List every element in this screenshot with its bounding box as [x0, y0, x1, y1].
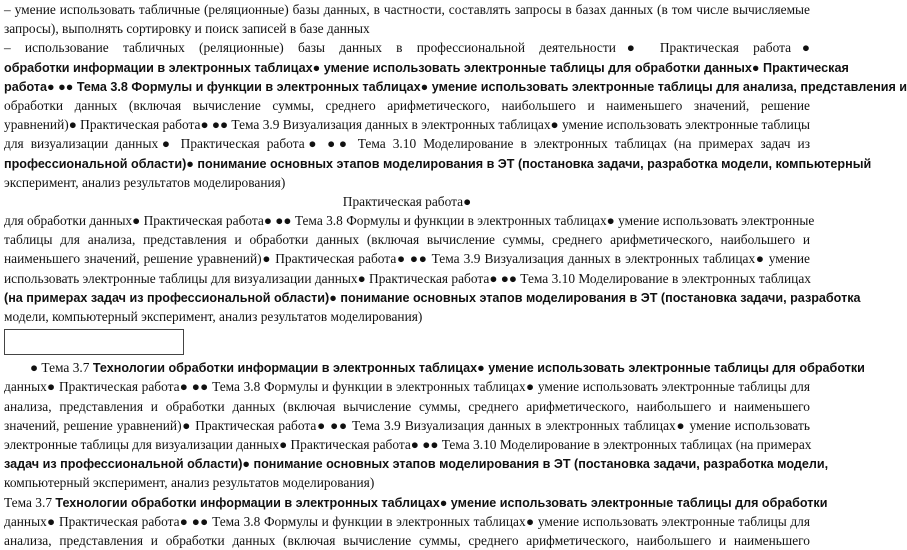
text-line: – умение использовать табличные (реляционные) базы данных, в частности, составлять запросы в базах данных (в том числе вычисляемые [4, 2, 810, 17]
bold-text: обработки информации в электронных таблицах● умение использовать электронные таблицы для обработки данных● Практическая [4, 60, 849, 75]
text-line: – использование табличных (реляционные) базы данных в профессиональной деятельности● Практическая работа● [4, 40, 810, 56]
bold-text: профессиональной области)● понимание основных этапов моделирования в ЭТ (постановка задачи, разработка модели, компьютерный [4, 156, 872, 171]
text-line: запросы), выполнять сортировку и поиск записей в базе данных [4, 21, 370, 37]
bold-text: Технологии обработки информации в электронных таблицах● умение использовать электронные таблицы для обработки [92, 361, 865, 376]
text-line [4, 493, 828, 512]
text-line: Практическая работа● [342, 193, 472, 209]
text-line: значений, решение уравнений)● Практическая работа● ●● Тема 3.9 Визуализация данных в электронных таблицах● умение использовать [4, 417, 810, 433]
text-line: эксперимент, анализ результатов моделирования) [4, 174, 286, 190]
text-line: компьютерный эксперимент, анализ результатов моделирования) [4, 475, 375, 491]
bold-text: задач из профессиональной области)● понимание основных этапов моделирования в ЭТ (постановка задачи, разработка модели, [4, 457, 829, 472]
topic-prefix: Тема 3.7 [4, 494, 56, 510]
text-line: использовать электронные таблицы для визуализации данных● Практическая работа● ●● Тема 3.10 Моделирование в электронных таблицах [4, 270, 811, 286]
text-line: модели, компьютерный эксперимент, анализ результатов моделирования) [4, 309, 423, 324]
document-body [4, 0, 907, 550]
text-line: анализа, представления и обработки данных (включая вычисление суммы, среднего арифметического, наибольшего и наименьшего [4, 532, 810, 548]
text-line: уравнений)● Практическая работа● ●● Тема 3.9 Визуализация данных в электронных таблицах● умение использовать электронные таблицы [4, 117, 810, 133]
text-line: обработки данных (включая вычисление суммы, среднего арифметического, наибольшего и наименьшего значений, решение [4, 97, 810, 113]
text-line [4, 77, 907, 96]
text-line [4, 288, 861, 307]
bold-text: работа● ●● Тема 3.8 Формулы и функции в электронных таблицах● умение использовать электронные таблицы для анализа, представления и [4, 79, 907, 94]
text-line: для визуализации данных● Практическая работа● ●● Тема 3.10 Моделирование в электронных таблицах (на примерах задач из [4, 136, 810, 152]
empty-text-box [4, 329, 184, 355]
text-line: данных● Практическая работа● ●● Тема 3.8 Формулы и функции в электронных таблицах● умение использовать электронные таблицы для [4, 513, 810, 529]
text-line: анализа, представления и обработки данных (включая вычисление суммы, среднего арифметического, наибольшего и наименьшего [4, 398, 810, 414]
text-line [4, 358, 865, 377]
bold-text: Технологии обработки информации в электронных таблицах● умение использовать электронные таблицы для обработки [55, 495, 828, 510]
text-line [4, 454, 829, 473]
text-line: электронные таблицы для визуализации данных● Практическая работа● ●● Тема 3.10 Моделирование в электронных таблицах (на примерах [4, 436, 812, 452]
bold-text: (на примерах задач из профессиональной области)● понимание основных этапов моделирования в ЭТ (постановка задачи, разработка [4, 290, 861, 305]
text-line: данных● Практическая работа● ●● Тема 3.8 Формулы и функции в электронных таблицах● умение использовать электронные таблицы для [4, 379, 810, 395]
text-line: наименьшего значений, решение уравнений)● Практическая работа● ●● Тема 3.9 Визуализация данных в электронных таблицах● умение [4, 251, 810, 267]
text-line: таблицы для анализа, представления и обработки данных (включая вычисление суммы, среднего арифметического, наибольшего и [4, 232, 810, 248]
topic-prefix: ● Тема 3.7 [30, 360, 93, 376]
text-line [4, 154, 872, 173]
text-line: для обработки данных● Практическая работа● ●● Тема 3.8 Формулы и функции в электронных таблицах● умение использовать электронные [4, 213, 815, 229]
text-line [4, 58, 849, 77]
